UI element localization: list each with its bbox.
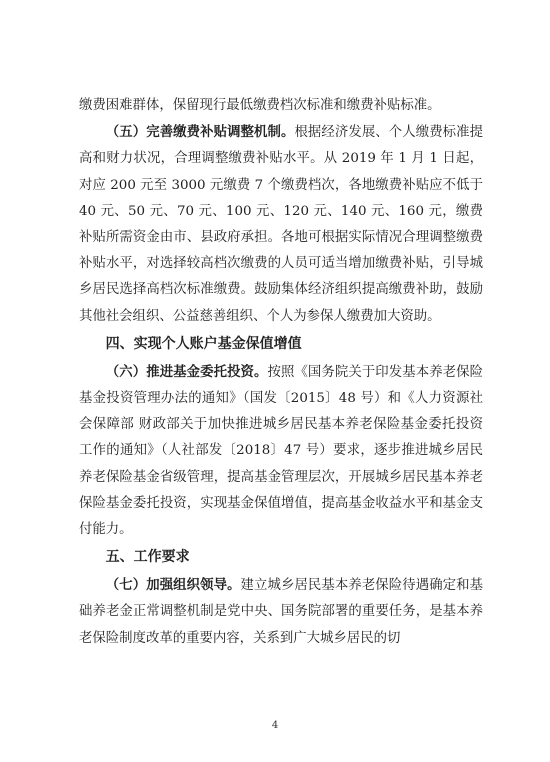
clause-body-5: 根据经济发展、个人缴费标准提高和财力状况，合理调整缴费补贴水平。从 2019 年 1 月 1 日起，对应 200 元至 3000 元缴费 7 个缴费档次，各地缴费补贴应不低于 40 元、50 元、70 元、100 元、120 元、140 元、160 元，缴费补贴所需资金由市、县政府承担。各地可根据实际情况合理调整缴费补贴水平，对选择较高档次缴费的人员可适当增加缴费补贴，引导城乡居民选择高档次标准缴费。鼓励集体经济组织提高缴费补助，鼓励其他社会组织、公益慈善组织、个人为参保人缴费加大资助。 [79, 125, 484, 324]
paragraph-continuation: 缴费困难群体，保留现行最低缴费档次标准和缴费补贴标准。 [79, 98, 441, 113]
page-number: 4 [271, 720, 279, 731]
document-body [79, 93, 483, 652]
paragraph-leadership [79, 572, 483, 652]
section-heading-5: 五、工作要求 [105, 549, 190, 566]
clause-title-7: （七）加强组织领导。 [105, 577, 241, 594]
clause-title-5: （五）完善缴费补贴调整机制。 [105, 124, 295, 141]
paragraph-fund-investment [79, 359, 483, 543]
section-heading-4: 四、实现个人账户基金保值增值 [105, 335, 302, 352]
clause-body-6: 按照《国务院关于印发基本养老保险基金投资管理办法的通知》（国发〔2015〕48 号）和《人力资源社会保障部 财政部关于加快推进城乡居民基本养老保险基金委托投资工作的通知》（人社部发〔2018〕47 号）要求，逐步推进城乡居民养老保险基金省级管理，提高基金管理层次，开展城乡居民基本养老保险基金委托投资，实现基金保值增值，提高基金收益水平和基金支付能力。 [79, 364, 484, 538]
clause-title-6: （六）推进基金委托投资。 [105, 363, 268, 380]
paragraph-subsidy-adjustment [79, 119, 483, 330]
clause-body-7: 建立城乡居民基本养老保险待遇确定和基础养老金正常调整机制是党中央、国务院部署的重要任务，是基本养老保险制度改革的重要内容，关系到广大城乡居民的切 [79, 578, 484, 646]
